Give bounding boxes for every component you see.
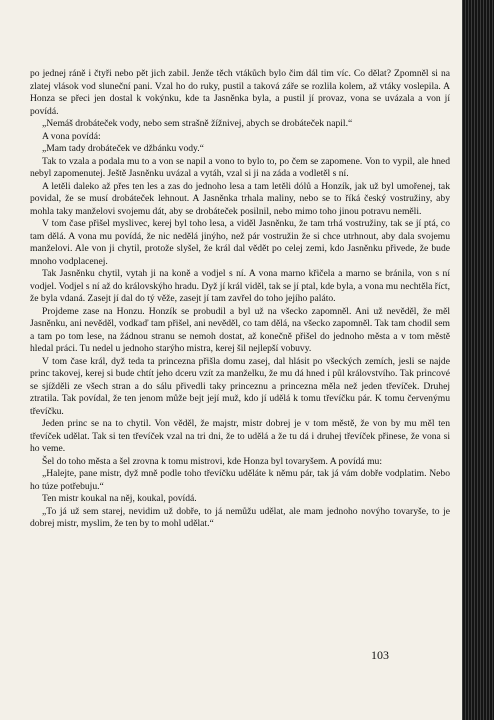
paragraph: „Nemáš drobáteček vody, nebo sem strašně žížnivej, abych se drobáteček napil.“	[42, 118, 353, 129]
paragraph: Tak Jasněnku chytil, vytah ji na koně a vodjel s ní. A vona marno křičela a marno se bránila, von s ní vodjel. Vodjel s ní až do královskýho hradu. Dyž jí král viděl, tak se jí ptal, kde byla, a vona mu nechtěla říct, že byla vdaná. Zasejt jí dal do tý věže, zasejt jí tam zavřel do toho jejího paláto.	[30, 268, 450, 304]
book-page-edges	[462, 0, 494, 720]
paragraph: A letěli daleko až přes ten les a zas do jednoho lesa a tam letěli dólů a Honzík, jak už byl umořenej, tak povidal, že se musí drobáteček lehnout. A Jasněnka trhala maliny, nebo se to říká český vostružiny, aby mohla taky manželovi svojemu dát, aby se drobáteček posilnil, nebo mimo toho jinou potravu neměli.	[30, 180, 450, 217]
page-text	[30, 68, 450, 531]
paragraph: Projdeme zase na Honzu. Honzík se probudil a byl už na všecko zapomněl. Ani už nevěděl, že měl Jasněnku, ani nevěděl, vodkaď tam přišel, ani nevěděl, co tam dělá, na všecko zapomněl. Tak tam chodil sem a tam po tom lese, na žádnou stranu se nemoh dostat, až konečně přišel do jednoho města a v tom městě hledal práci. Tu nedel u jednoho starýho mistra, kerej šil nejlepší vobuvy.	[30, 305, 450, 354]
paragraph: „To já už sem starej, nevidim už dobře, to já nemůžu udělat, ale mam jednoho novýho tovaryše, to je dobrej mistr, myslim, že ten by to mohl udělat.“	[30, 505, 450, 529]
page-number: 103	[371, 648, 389, 662]
paragraph: Ten mistr koukal na něj, koukal, povídá.	[42, 493, 197, 504]
paragraph: Jeden princ se na to chytil. Von věděl, že majstr, mistr dobrej je v tom městě, že von by mu měl ten třevíček udělat. Tak si ten třevíček vzal na tri dni, že to udělá a že tu dá i druhej třevíček přinese, že vona si ho veme.	[30, 418, 450, 454]
paragraph: Šel do toho města a šel zrovna k tomu mistrovi, kde Honza byl tovaryšem. A povídá mu:	[42, 455, 382, 467]
paragraph: A vona povídá:	[42, 130, 101, 142]
paragraph: „Mam tady drobáteček ve džbánku vody.“	[42, 143, 204, 154]
paragraph: Tak to vzala a podala mu to a von se napil a vono to bylo to, po čem se zapomene. Von to vypil, ale hned nebyl zapomenutej. Ještě Jasněnku uvázal a vytáh, vzal si ji na záda a vodletěl s ní.	[30, 155, 450, 179]
paragraph: „Halejte, pane mistr, dyž mně podle toho třevíčku uděláte k němu pár, tak já vám dobře vodplatim. Nebo ho túze potřebuju.“	[30, 468, 450, 492]
paragraph: po jednej ráně i čtyři nebo pět jich zabil. Jenže těch vtákůch bylo čim dál tim víc. Co dělat? Zpomněl si na zlatej vlások vod sluneční pani. Vzal ho do ruky, pustil a taková záře se rozlila kolem, až vtáky voslepila. A Honza se přeci jen dostal k vokýnku, kde ta Jasněnka byla, a pustil jí provaz, vona se uvázala a von jí povídá.	[30, 68, 450, 117]
paragraph: V tom čase král, dyž teda ta princezna přišla domu zasej, dal hlásit po všeckých zemích, jesli se najde princ takovej, kerej si bude chtít jeho dceru vzít za manželku, že mu dá hned i půl královstvího. Tak princové se sjížděli ze všech stran a do sálu přivedli taky princeznu a princezna měla než jeden třevíček. Druhej ztratila. Tak povídal, že ten jenom může bejt její muž, kdo jí udělá k tomu třevíčku pár. K tomu červenýmu třevíčku.	[30, 355, 450, 417]
paragraph: V tom čase přišel myslivec, kerej byl toho lesa, a viděl Jasněnku, že tam trhá vostružiny, tak se jí ptá, co tam dělá. A vona mu povídá, že nic nedělá jinýho, než pár vostružin že si chce utrhnout, aby dala svojemu manželovi. Ale von ji chytil, protože slyšel, že král dal vědět po celej zemi, kdo Jasněnku přivede, že bude mnoho vodplacenej.	[30, 218, 450, 267]
